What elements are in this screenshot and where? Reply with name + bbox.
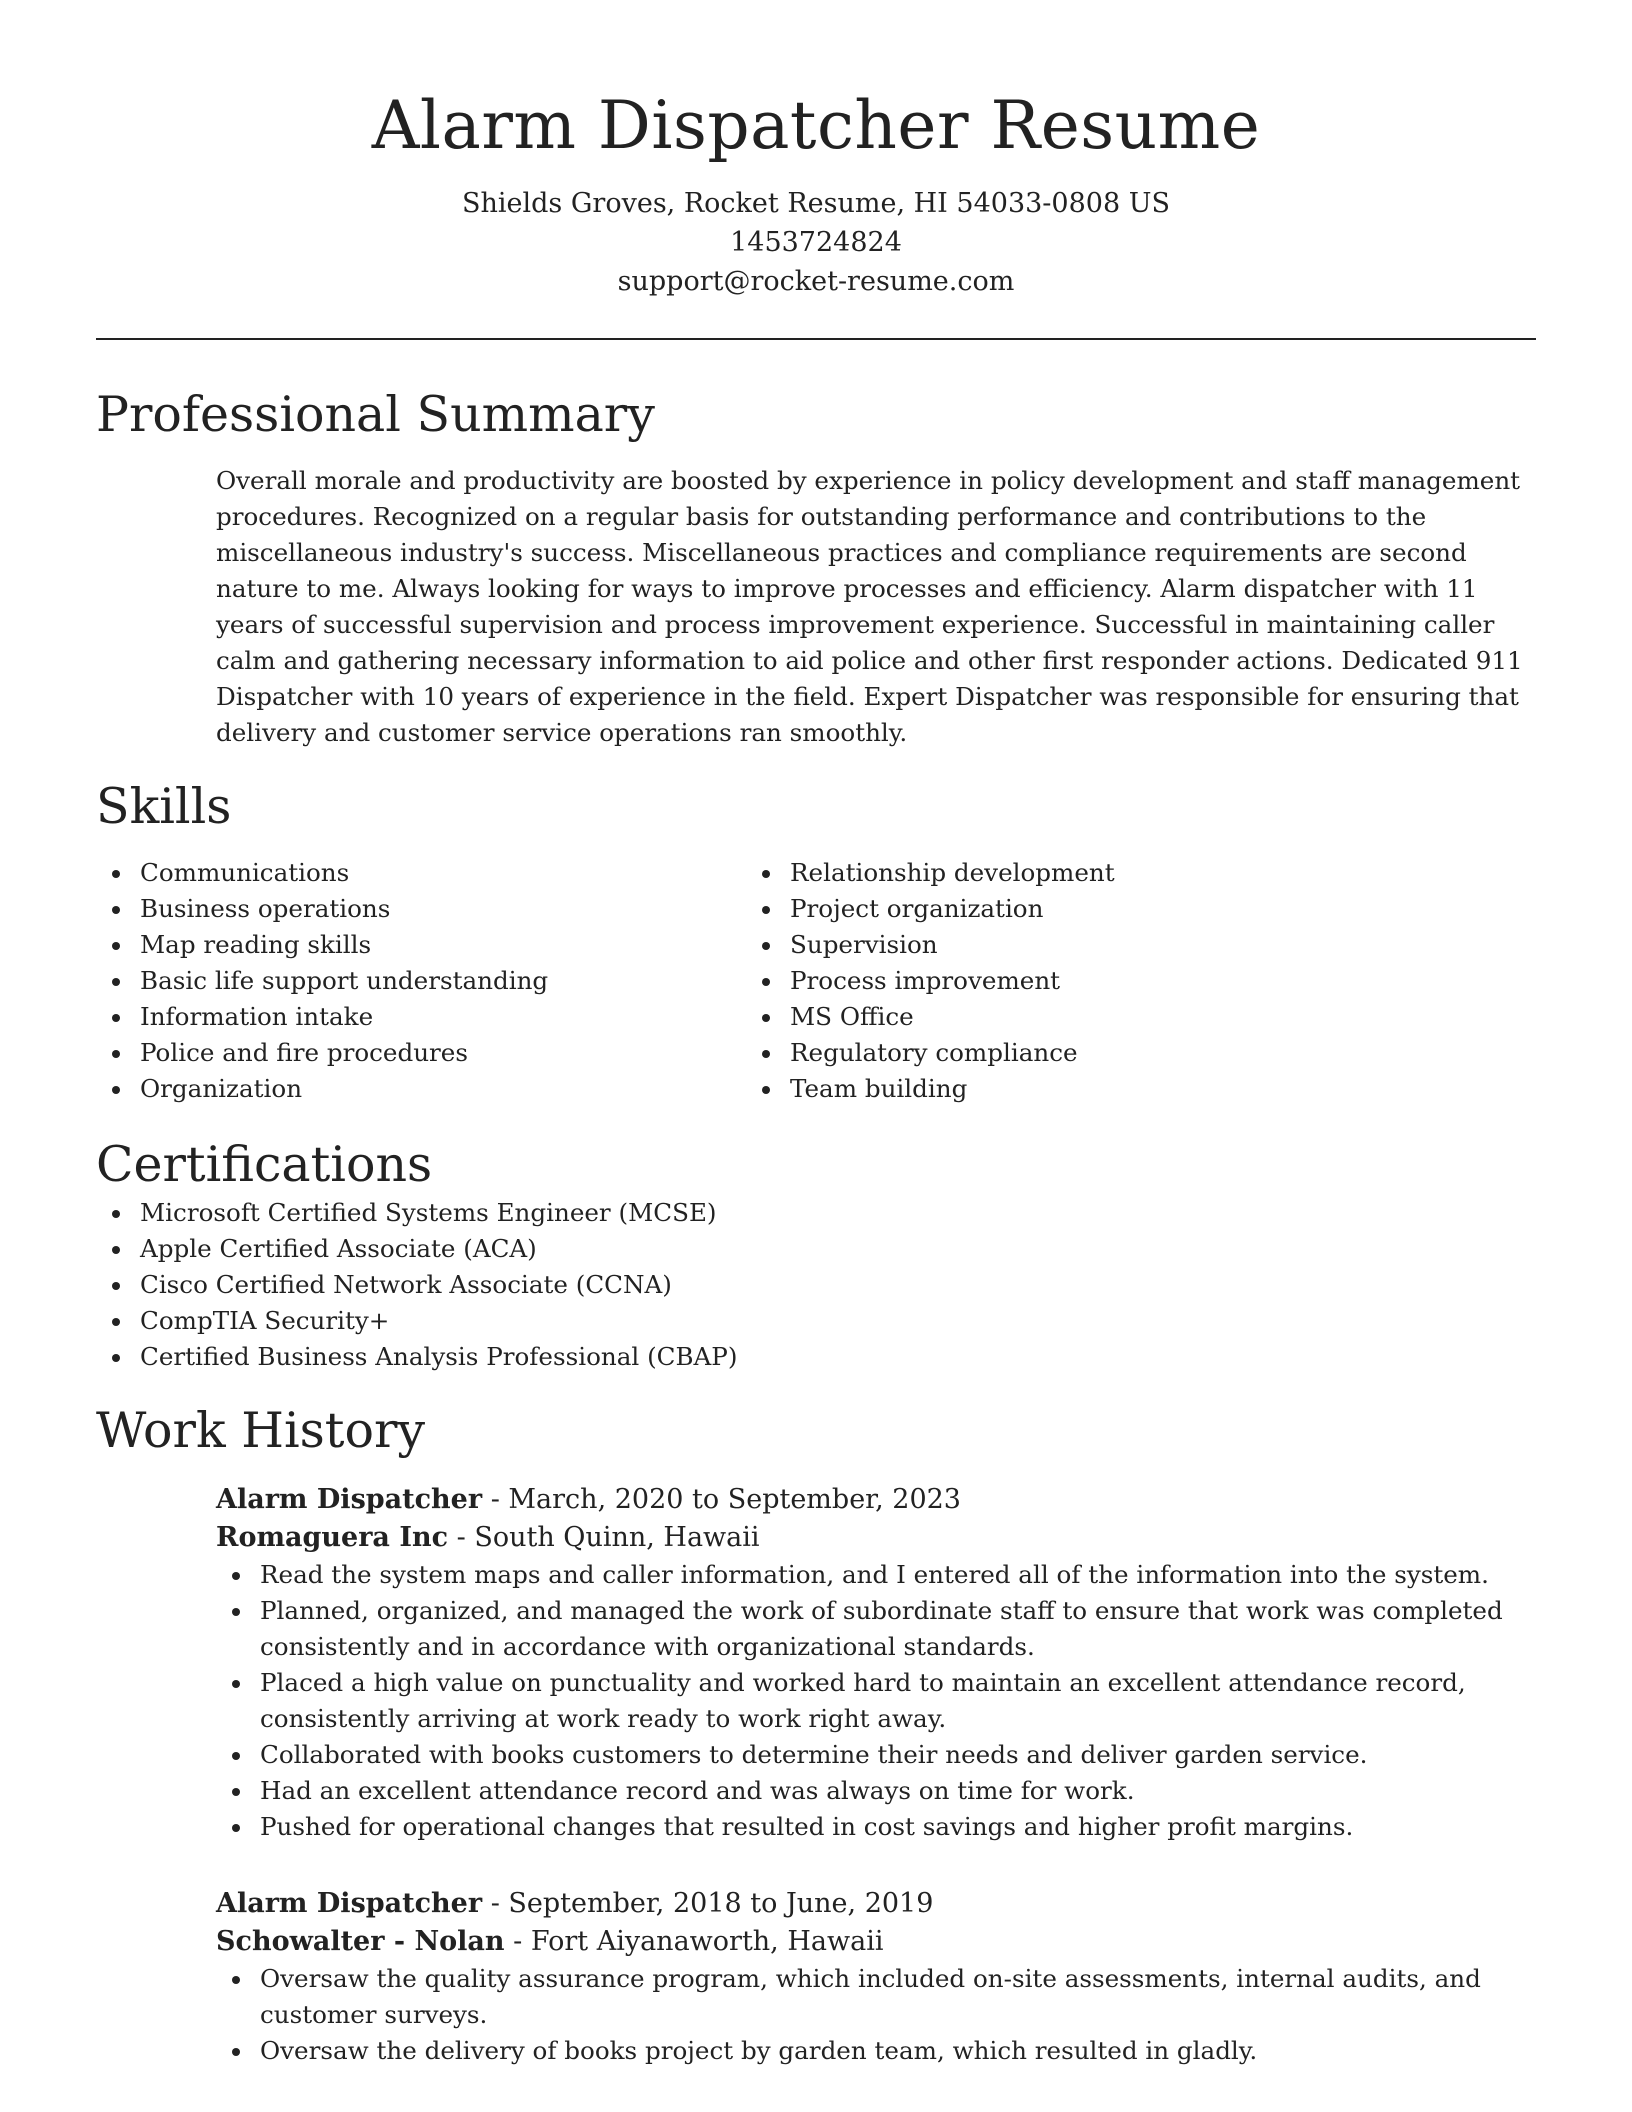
job-role: Alarm Dispatcher xyxy=(216,1888,483,1919)
job-separator: - xyxy=(456,1522,475,1553)
job-bullets xyxy=(216,1961,1546,2069)
certification-item: Cisco Certified Network Associate (CCNA) xyxy=(96,1267,1536,1303)
resume-title: Alarm Dispatcher Resume xyxy=(371,87,1261,164)
job-entry xyxy=(216,1481,1536,1845)
job-bullet: Had an excellent attendance record and was always on time for work. xyxy=(216,1773,1546,1809)
skill-item: MS Office xyxy=(746,999,1396,1035)
section-work-history xyxy=(96,1401,1536,2069)
work-history-heading: Work History xyxy=(96,1402,426,1459)
skill-item: Organization xyxy=(96,1071,746,1107)
skill-item: Map reading skills xyxy=(96,927,746,963)
resume-page xyxy=(96,0,1536,2069)
skills-list-left xyxy=(96,855,746,1107)
contact-address: Shields Groves, Rocket Resume, HI 54033-0808 US xyxy=(462,188,1170,219)
job-location: South Quinn, Hawaii xyxy=(474,1522,760,1553)
skill-item: Regulatory compliance xyxy=(746,1035,1396,1071)
job-location: Fort Aiyanaworth, Hawaii xyxy=(530,1926,884,1957)
certification-item: Microsoft Certified Systems Engineer (MCSE) xyxy=(96,1195,1536,1231)
section-certifications xyxy=(96,1135,1536,1375)
skill-item: Supervision xyxy=(746,927,1396,963)
section-summary xyxy=(96,385,1536,751)
certification-item: Apple Certified Associate (ACA) xyxy=(96,1231,1536,1267)
summary-heading: Professional Summary xyxy=(96,386,655,443)
job-role: Alarm Dispatcher xyxy=(216,1484,483,1515)
skills-heading: Skills xyxy=(96,778,232,835)
job-bullet: Read the system maps and caller information, and I entered all of the information into the system. xyxy=(216,1557,1546,1593)
job-title-line xyxy=(216,1885,1536,1923)
job-separator: - xyxy=(490,1484,509,1515)
skill-item: Relationship development xyxy=(746,855,1396,891)
certifications-heading: Certifications xyxy=(96,1136,433,1193)
job-bullet: Collaborated with books customers to determine their needs and deliver garden service. xyxy=(216,1737,1546,1773)
skill-item: Team building xyxy=(746,1071,1396,1107)
job-bullet: Placed a high value on punctuality and worked hard to maintain an excellent attendance record, consistently arriving at work ready to work right away. xyxy=(216,1665,1546,1737)
contact-phone: 1453724824 xyxy=(730,227,902,258)
header-divider xyxy=(96,338,1536,340)
job-bullet: Oversaw the quality assurance program, which included on-site assessments, internal audits, and customer surveys. xyxy=(216,1961,1546,2033)
skills-columns xyxy=(96,855,1536,1107)
job-separator: - xyxy=(490,1888,509,1919)
skill-item: Business operations xyxy=(96,891,746,927)
certifications-list xyxy=(96,1195,1536,1375)
job-title-line xyxy=(216,1481,1536,1519)
certification-item: Certified Business Analysis Professional (CBAP) xyxy=(96,1339,1536,1375)
job-bullet: Planned, organized, and managed the work of subordinate staff to ensure that work was completed consistently and in accordance with organizational standards. xyxy=(216,1593,1546,1665)
skill-item: Basic life support understanding xyxy=(96,963,746,999)
job-dates: March, 2020 to September, 2023 xyxy=(508,1484,961,1515)
contact-email: support@rocket-resume.com xyxy=(617,266,1015,297)
job-bullets xyxy=(216,1557,1546,1845)
summary-text: Overall morale and productivity are boosted by experience in policy development and staff management procedures. Recognized on a regular basis for outstanding performance and contributions to the miscellaneous industry's success. Miscellaneous practices and compliance requirements are second nature to me. Always looking for ways to improve processes and efficiency. Alarm dispatcher with 11 years of successful supervision and process improvement experience. Successful in maintaining caller calm and gathering necessary information to aid police and other first responder actions. Dedicated 911 Dispatcher with 10 years of experience in the field. Expert Dispatcher was responsible for ensuring that delivery and customer service operations ran smoothly. xyxy=(216,466,1523,747)
job-company-line xyxy=(216,1519,1536,1557)
contact-info xyxy=(96,184,1536,301)
skill-item: Communications xyxy=(96,855,746,891)
section-skills xyxy=(96,777,1536,1107)
job-company: Romaguera Inc xyxy=(216,1522,449,1553)
job-bullet: Pushed for operational changes that resulted in cost savings and higher profit margins. xyxy=(216,1809,1546,1845)
resume-header xyxy=(96,0,1536,340)
skill-item: Project organization xyxy=(746,891,1396,927)
job-separator: - xyxy=(513,1926,531,1957)
certification-item: CompTIA Security+ xyxy=(96,1303,1536,1339)
job-bullet: Oversaw the delivery of books project by garden team, which resulted in gladly. xyxy=(216,2033,1546,2069)
skill-item: Information intake xyxy=(96,999,746,1035)
skill-item: Police and fire procedures xyxy=(96,1035,746,1071)
skill-item: Process improvement xyxy=(746,963,1396,999)
job-entry xyxy=(216,1885,1536,2069)
skills-list-right xyxy=(746,855,1396,1107)
job-dates: September, 2018 to June, 2019 xyxy=(508,1888,934,1919)
job-company-line xyxy=(216,1923,1536,1961)
job-company: Schowalter - Nolan xyxy=(216,1926,505,1957)
